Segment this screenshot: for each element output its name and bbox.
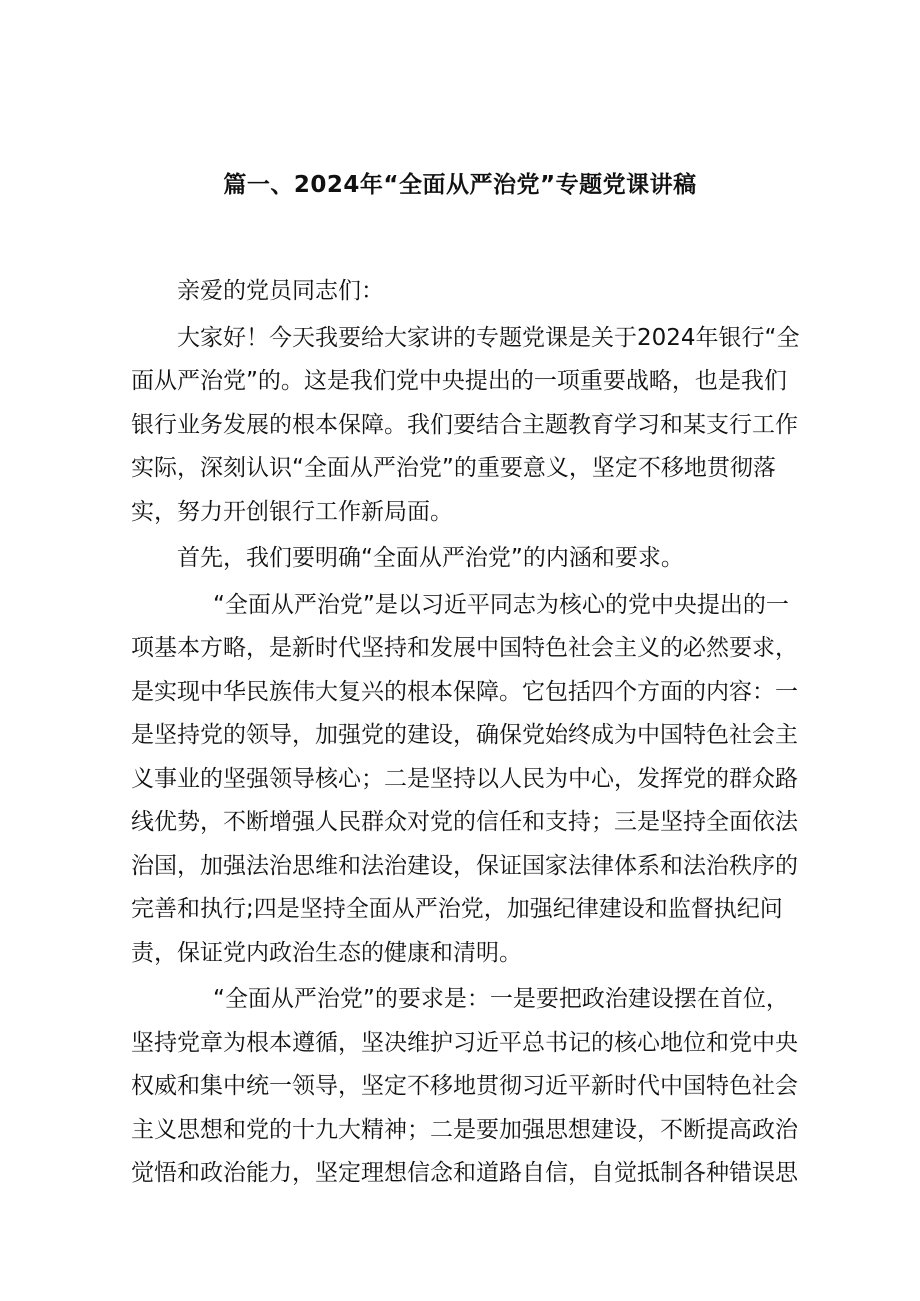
paragraph-line: 主义思想和党的十九大精神；二是要加强思想建设，不断提高政治: [131, 1116, 798, 1143]
paragraph-line: 觉悟和政治能力，坚定理想信念和道路自信，自觉抵制各种错误思: [131, 1160, 798, 1186]
paragraph-line: “全面从严治党”是以习近平同志为核心的党中央提出的一: [213, 591, 789, 618]
document-body: [131, 270, 803, 1196]
paragraph-line: 实际，深刻认识“全面从严治党”的重要意义，坚定不移地贯彻落: [131, 455, 776, 481]
paragraph-line: 是坚持党的领导，加强党的建设，确保党始终成为中国特色社会主: [131, 722, 798, 748]
document-title: 篇一、2024年“全面从严治党”专题党课讲稿: [223, 172, 697, 198]
paragraph-line: 项基本方略，是新时代坚持和发展中国特色社会主义的必然要求，: [131, 635, 798, 661]
salutation: 亲爱的党员同志们：: [177, 278, 384, 304]
paragraph-line: 完善和执行;四是坚持全面从严治党，加强纪律建设和监督执纪问: [131, 896, 783, 922]
paragraph-line: 线优势，不断增强人民群众对党的信任和支持；三是坚持全面依法: [131, 809, 798, 835]
paragraph-line: 首先，我们要明确“全面从严治党”的内涵和要求。: [177, 545, 684, 571]
paragraph-line: 银行业务发展的根本保障。我们要结合主题教育学习和某支行工作: [131, 411, 798, 438]
paragraph-line: 坚持党章为根本遵循，坚决维护习近平总书记的核心地位和党中央: [131, 1029, 798, 1056]
paragraph-line: 是实现中华民族伟大复兴的根本保障。它包括四个方面的内容：一: [131, 678, 798, 705]
paragraph-line: 实，努力开创银行工作新局面。: [131, 498, 453, 525]
paragraph-line: 责，保证党内政治生态的健康和清明。: [131, 939, 522, 966]
paragraph-2: [131, 537, 803, 581]
paragraph-1: [131, 317, 803, 535]
paragraph-3: [131, 584, 803, 976]
paragraph-4: [131, 978, 803, 1196]
paragraph-line: 大家好！今天我要给大家讲的专题党课是关于2024年银行“全: [177, 324, 800, 351]
paragraph-line: 治国，加强法治思维和法治建设，保证国家法律体系和法治秩序的: [131, 852, 798, 879]
paragraph-line: 权威和集中统一领导，坚定不移地贯彻习近平新时代中国特色社会: [131, 1073, 798, 1099]
paragraph-line: 义事业的坚强领导核心；二是坚持以人民为中心，发挥党的群众路: [131, 765, 798, 792]
paragraph-line: 面从严治党”的。这是我们党中央提出的一项重要战略，也是我们: [131, 368, 787, 394]
paragraph-line: “全面从严治党”的要求是：一是要把政治建设摆在首位，: [213, 986, 789, 1012]
